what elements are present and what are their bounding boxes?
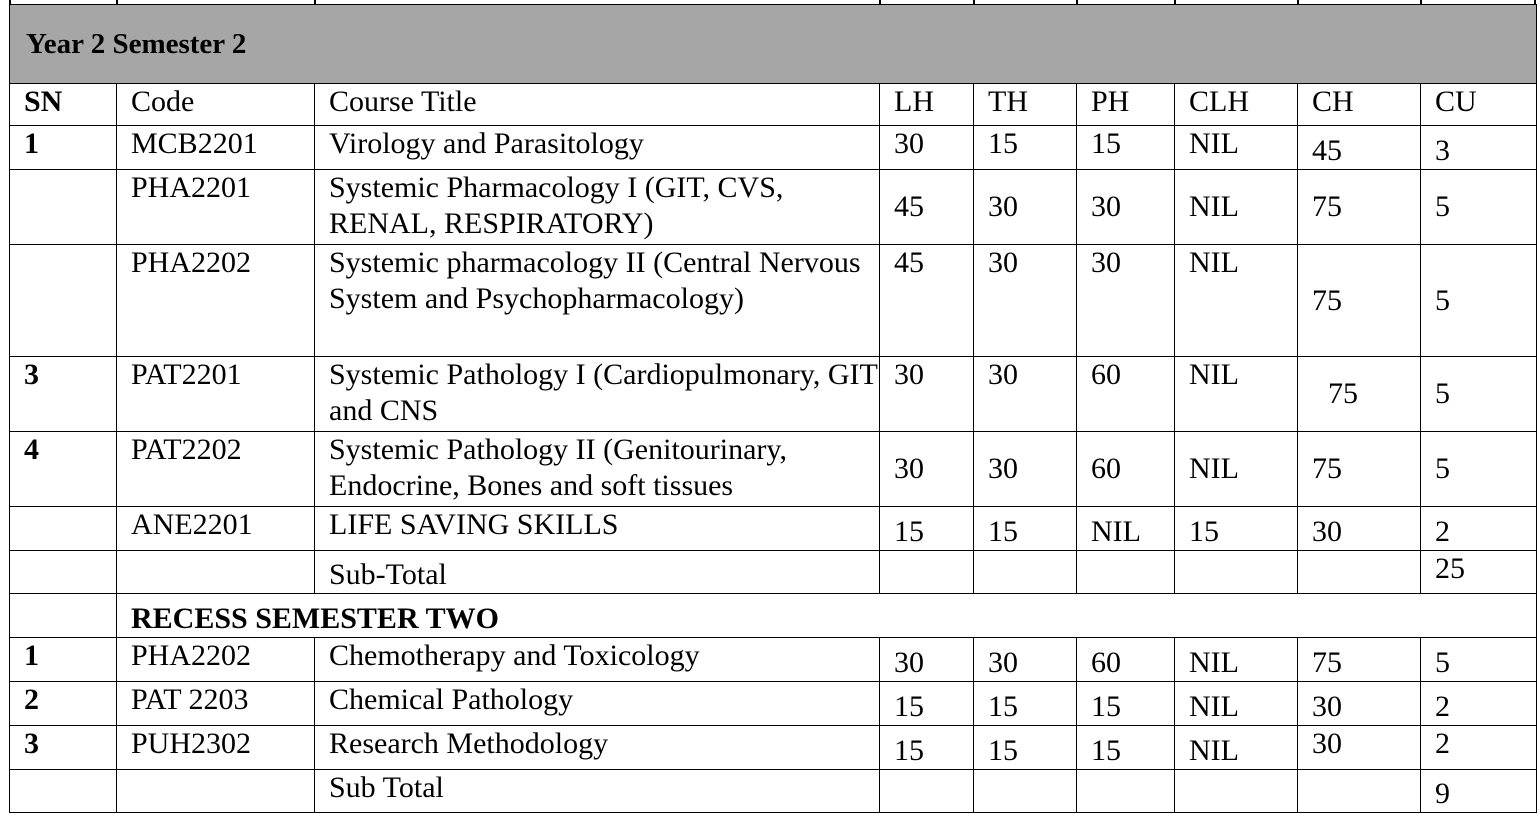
row-sn: 1 (10, 126, 117, 170)
column-header-row (10, 84, 1537, 126)
row-title: Systemic Pathology I (Cardiopulmonary, GIT and CNS (315, 357, 880, 432)
row-sn (10, 170, 117, 245)
row-lh: 15 (880, 507, 974, 551)
row-title: Systemic Pathology II (Genitourinary, Endocrine, Bones and soft tissues (315, 432, 880, 507)
row-clh: NIL (1175, 726, 1298, 770)
row-clh: NIL (1175, 126, 1298, 170)
recess-sn (10, 594, 117, 638)
row-code: PUH2302 (117, 726, 315, 770)
subtotal-cu: 25 (1421, 551, 1537, 594)
row-clh: NIL (1175, 682, 1298, 726)
subtotal-lh (880, 770, 974, 813)
row-ph: 60 (1077, 638, 1175, 682)
row-ch: 75 (1298, 170, 1421, 245)
subtotal-clh (1175, 551, 1298, 594)
table-row (10, 507, 1537, 551)
semester-title: Year 2 Semester 2 (10, 5, 1537, 84)
subtotal-clh (1175, 770, 1298, 813)
row-title: Virology and Parasitology (315, 126, 880, 170)
header-cu: CU (1421, 84, 1537, 126)
row-lh: 45 (880, 170, 974, 245)
header-course-title: Course Title (315, 84, 880, 126)
header-sn: SN (10, 84, 117, 126)
subtotal-ph (1077, 770, 1175, 813)
row-title: Systemic Pharmacology I (GIT, CVS, RENAL, RESPIRATORY) (315, 170, 880, 245)
subtotal-row (10, 770, 1537, 813)
subtotal-lh (880, 551, 974, 594)
row-th: 30 (974, 170, 1077, 245)
row-lh: 15 (880, 726, 974, 770)
subtotal-ph (1077, 551, 1175, 594)
row-lh: 30 (880, 357, 974, 432)
row-cu: 5 (1421, 170, 1537, 245)
row-title: Chemical Pathology (315, 682, 880, 726)
row-sn: 1 (10, 638, 117, 682)
row-ch: 30 (1298, 507, 1421, 551)
row-ch: 75 (1298, 357, 1421, 432)
row-code: PAT 2203 (117, 682, 315, 726)
table-row (10, 245, 1537, 357)
table-row (10, 357, 1537, 432)
table-row (10, 170, 1537, 245)
table-row (10, 126, 1537, 170)
row-clh: NIL (1175, 432, 1298, 507)
row-ch: 75 (1298, 638, 1421, 682)
row-sn: 4 (10, 432, 117, 507)
subtotal-code (117, 551, 315, 594)
subtotal-label: Sub-Total (315, 551, 880, 594)
row-th: 30 (974, 432, 1077, 507)
header-ch: CH (1298, 84, 1421, 126)
row-cu: 5 (1421, 638, 1537, 682)
row-code: PHA2201 (117, 170, 315, 245)
row-cu: 2 (1421, 682, 1537, 726)
semester-header-row (10, 5, 1537, 84)
row-ph: NIL (1077, 507, 1175, 551)
subtotal-cu: 9 (1421, 770, 1537, 813)
row-title: Systemic pharmacology II (Central Nervous System and Psychopharmacology) (315, 245, 880, 357)
row-lh: 45 (880, 245, 974, 357)
row-clh: NIL (1175, 357, 1298, 432)
row-ch: 30 (1298, 726, 1421, 770)
row-ph: 15 (1077, 726, 1175, 770)
header-ph: PH (1077, 84, 1175, 126)
row-ph: 30 (1077, 245, 1175, 357)
row-ph: 30 (1077, 170, 1175, 245)
row-ch: 75 (1298, 245, 1421, 357)
header-clh: CLH (1175, 84, 1298, 126)
row-ph: 15 (1077, 126, 1175, 170)
row-cu: 2 (1421, 507, 1537, 551)
table-row (10, 432, 1537, 507)
row-title: Chemotherapy and Toxicology (315, 638, 880, 682)
row-ch: 30 (1298, 682, 1421, 726)
row-code: MCB2201 (117, 126, 315, 170)
subtotal-label: Sub Total (315, 770, 880, 813)
row-cu: 3 (1421, 126, 1537, 170)
subtotal-ch (1298, 551, 1421, 594)
header-th: TH (974, 84, 1077, 126)
row-th: 30 (974, 638, 1077, 682)
row-clh: NIL (1175, 245, 1298, 357)
table-row (10, 638, 1537, 682)
row-title: LIFE SAVING SKILLS (315, 507, 880, 551)
row-th: 15 (974, 682, 1077, 726)
row-th: 30 (974, 245, 1077, 357)
row-sn: 3 (10, 726, 117, 770)
table-row (10, 726, 1537, 770)
subtotal-ch (1298, 770, 1421, 813)
row-lh: 30 (880, 126, 974, 170)
table-row (10, 682, 1537, 726)
row-code: PHA2202 (117, 245, 315, 357)
row-ph: 60 (1077, 432, 1175, 507)
row-code: PAT2202 (117, 432, 315, 507)
header-code: Code (117, 84, 315, 126)
row-title: Research Methodology (315, 726, 880, 770)
row-sn (10, 507, 117, 551)
row-ch: 45 (1298, 126, 1421, 170)
subtotal-th (974, 551, 1077, 594)
recess-header-row (10, 594, 1537, 638)
row-code: PHA2202 (117, 638, 315, 682)
row-ph: 15 (1077, 682, 1175, 726)
row-clh: 15 (1175, 507, 1298, 551)
row-th: 15 (974, 507, 1077, 551)
subtotal-row (10, 551, 1537, 594)
row-sn (10, 245, 117, 357)
row-lh: 30 (880, 638, 974, 682)
header-lh: LH (880, 84, 974, 126)
row-lh: 15 (880, 682, 974, 726)
subtotal-sn (10, 551, 117, 594)
row-ph: 60 (1077, 357, 1175, 432)
row-ch: 75 (1298, 432, 1421, 507)
row-clh: NIL (1175, 170, 1298, 245)
row-code: ANE2201 (117, 507, 315, 551)
row-sn: 2 (10, 682, 117, 726)
row-th: 30 (974, 357, 1077, 432)
row-cu: 2 (1421, 726, 1537, 770)
row-th: 15 (974, 126, 1077, 170)
row-sn: 3 (10, 357, 117, 432)
row-cu: 5 (1421, 357, 1537, 432)
subtotal-th (974, 770, 1077, 813)
course-table (9, 4, 1537, 813)
subtotal-code (117, 770, 315, 813)
recess-title: RECESS SEMESTER TWO (117, 594, 1537, 638)
row-th: 15 (974, 726, 1077, 770)
row-clh: NIL (1175, 638, 1298, 682)
row-code: PAT2201 (117, 357, 315, 432)
row-cu: 5 (1421, 245, 1537, 357)
subtotal-sn (10, 770, 117, 813)
row-cu: 5 (1421, 432, 1537, 507)
row-lh: 30 (880, 432, 974, 507)
